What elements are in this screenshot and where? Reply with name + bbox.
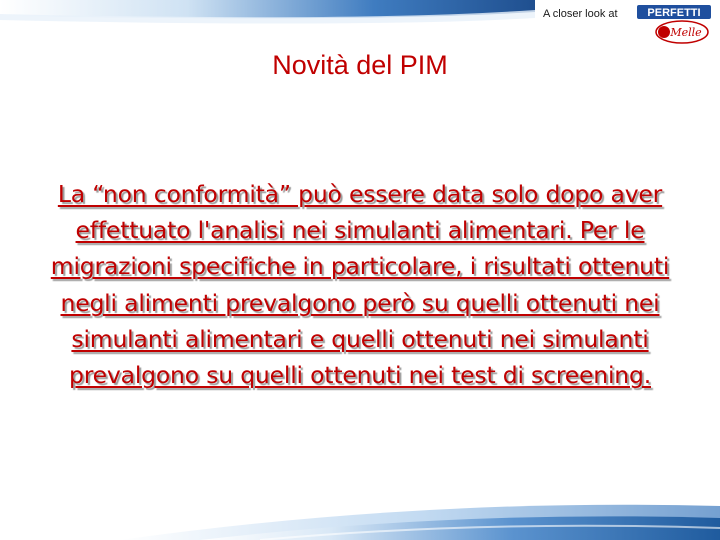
slide-body-text: La “non conformità” può essere data solo dopo aver effettuato l'analisi nei simulanti alimentari. Per le migrazioni specifiche in particolare, i risultati ottenuti negli alimenti prevalgono però su quelli ottenuti nei simulanti alimentari e quelli ottenuti nei simulanti prevalgono su quelli ottenuti nei test di screening. xyxy=(50,180,670,390)
header-tagline: A closer look at xyxy=(543,8,618,20)
svg-text:Melle: Melle xyxy=(670,26,702,39)
slide-title: Novità del PIM xyxy=(272,50,448,80)
footer-swoosh xyxy=(0,492,720,540)
perfetti-logo xyxy=(636,4,714,46)
svg-text:PERFETTI: PERFETTI xyxy=(647,7,701,19)
